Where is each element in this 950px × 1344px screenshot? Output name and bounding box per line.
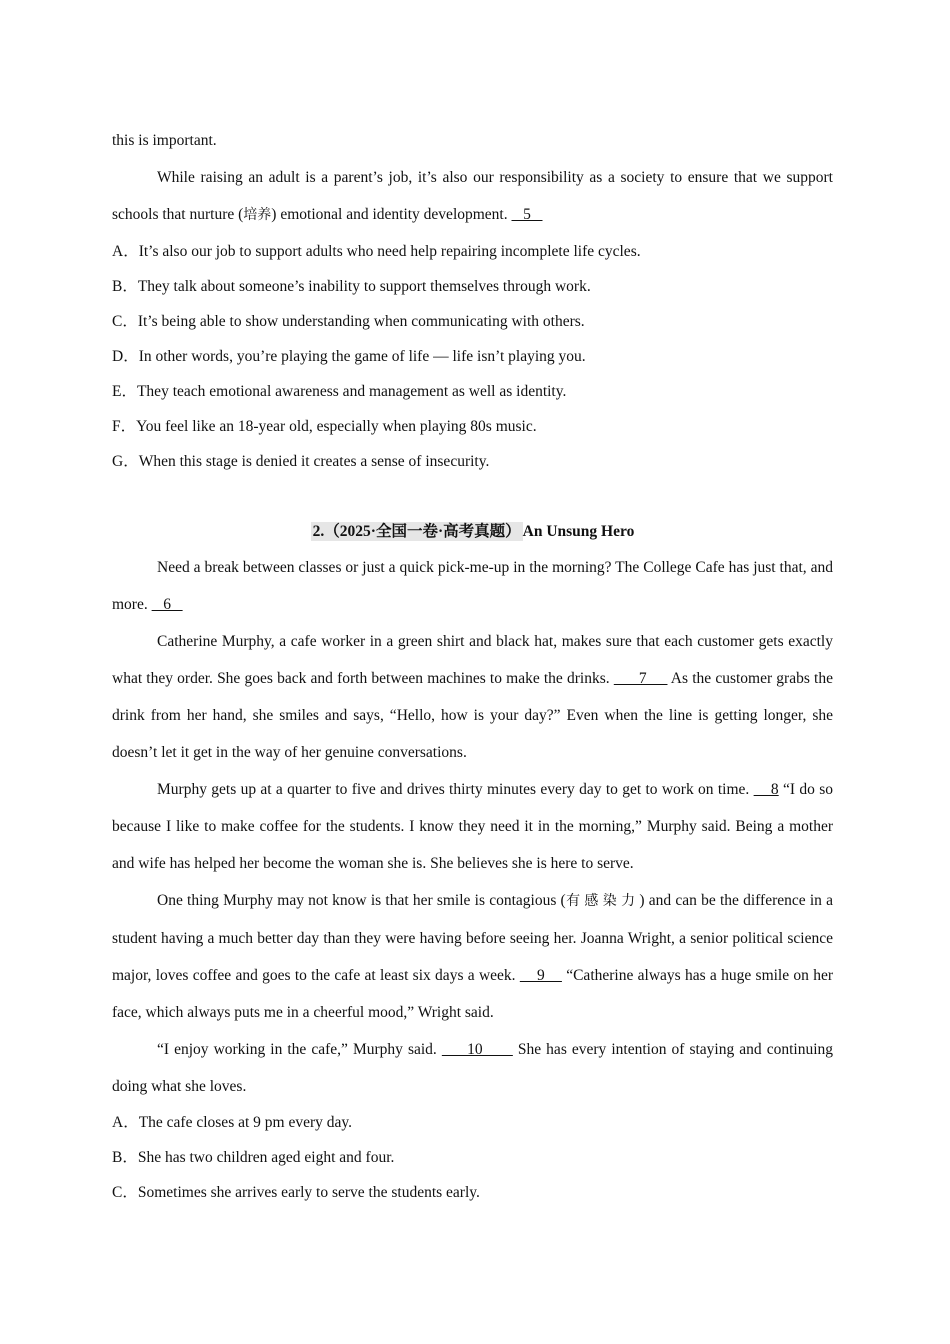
blank-6[interactable]: 6 [151,596,183,613]
p2-text-b: As the customer grabs the drink from her hand, she smiles and says, “Hello, how is your day?” Even when the line is getting longer, she doesn’t let it get in the way of her genuine conversations. [112,670,833,761]
blank-9[interactable]: 9 [519,967,562,984]
option-g: G．When this stage is denied it creates a sense of insecurity. [112,453,490,470]
p3-text-a: Murphy gets up at a quarter to five and drives thirty minutes every day to get to work on time. [157,781,754,798]
p5-text-a: “I enjoy working in the cafe,” Murphy said. [157,1041,442,1058]
passage1-cjk-gloss: 培养 [243,207,272,223]
document-page [112,122,833,1210]
option-b: B．She has two children aged eight and four. [112,1149,395,1166]
passage2-paragraph-4 [112,882,833,1031]
passage2-paragraph-1 [112,549,833,623]
p4-cjk-gloss: 有感染力 [565,893,640,909]
passage1-options [112,234,833,479]
option-a: A．The cafe closes at 9 pm every day. [112,1114,353,1131]
p2-text-a: Catherine Murphy, a cafe worker in a green shirt and black hat, makes sure that each customer gets exactly what they order. She goes back and forth between machines to make the drinks. [112,633,833,687]
passage2-options [112,1105,833,1210]
option-c: C．Sometimes she arrives early to serve the students early. [112,1184,480,1201]
blank-10[interactable]: 10 [441,1041,513,1058]
passage2-paragraph-5 [112,1031,833,1105]
blank-5[interactable]: 5 [511,206,543,223]
p4-text-c: “Catherine always has a huge smile on her face, which always puts me in a cheerful mood,” Wright said. [112,967,833,1021]
passage2-title-text: An Unsung Hero [522,523,635,540]
blank-8[interactable]: 8 [753,781,779,798]
option-c: C．It’s being able to show understanding when communicating with others. [112,313,585,330]
blank-7[interactable]: 7 [613,670,668,687]
passage1-last-text-b: ) emotional and identity development. [271,206,512,223]
option-f: F．You feel like an 18-year old, especially when playing 80s music. [112,418,537,435]
passage1-tail-line: this is important. [112,132,217,149]
option-b: B．They talk about someone’s inability to support themselves through work. [112,278,591,295]
passage2-title-tag: 2.（2025·全国一卷·高考真题） [312,523,521,540]
passage2-paragraph-3 [112,771,833,882]
p4-text-b: ) and can be the difference in a student having a much better day than they were having before seeing her. Joanna Wright, a senior political science major, loves coffee and goes to the cafe at least six days a week. [112,892,833,984]
p1-text: Need a break between classes or just a quick pick-me-up in the morning? The College Cafe has just that, and more. [112,559,833,613]
option-d: D．In other words, you’re playing the game of life — life isn’t playing you. [112,348,586,365]
p3-text-b: “I do so because I like to make coffee for the students. I know they need it in the morning,” Murphy said. Being a mother and wife has helped her become the woman she is. She believes she is here to serve. [112,781,833,872]
option-a: A．It’s also our job to support adults who need help repairing incomplete life cycles. [112,243,641,260]
p4-text-a: One thing Murphy may not know is that her smile is contagious ( [157,892,566,909]
passage2-paragraph-2 [112,623,833,771]
option-e: E．They teach emotional awareness and management as well as identity. [112,383,567,400]
passage1-last-text-a: While raising an adult is a parent’s job, it’s also our responsibility as a society to ensure that we support schools that nurture ( [112,169,833,223]
p5-text-b: She has every intention of staying and continuing doing what she loves. [112,1041,834,1095]
passage1-last-paragraph [112,159,833,234]
passage2-title [112,514,833,549]
